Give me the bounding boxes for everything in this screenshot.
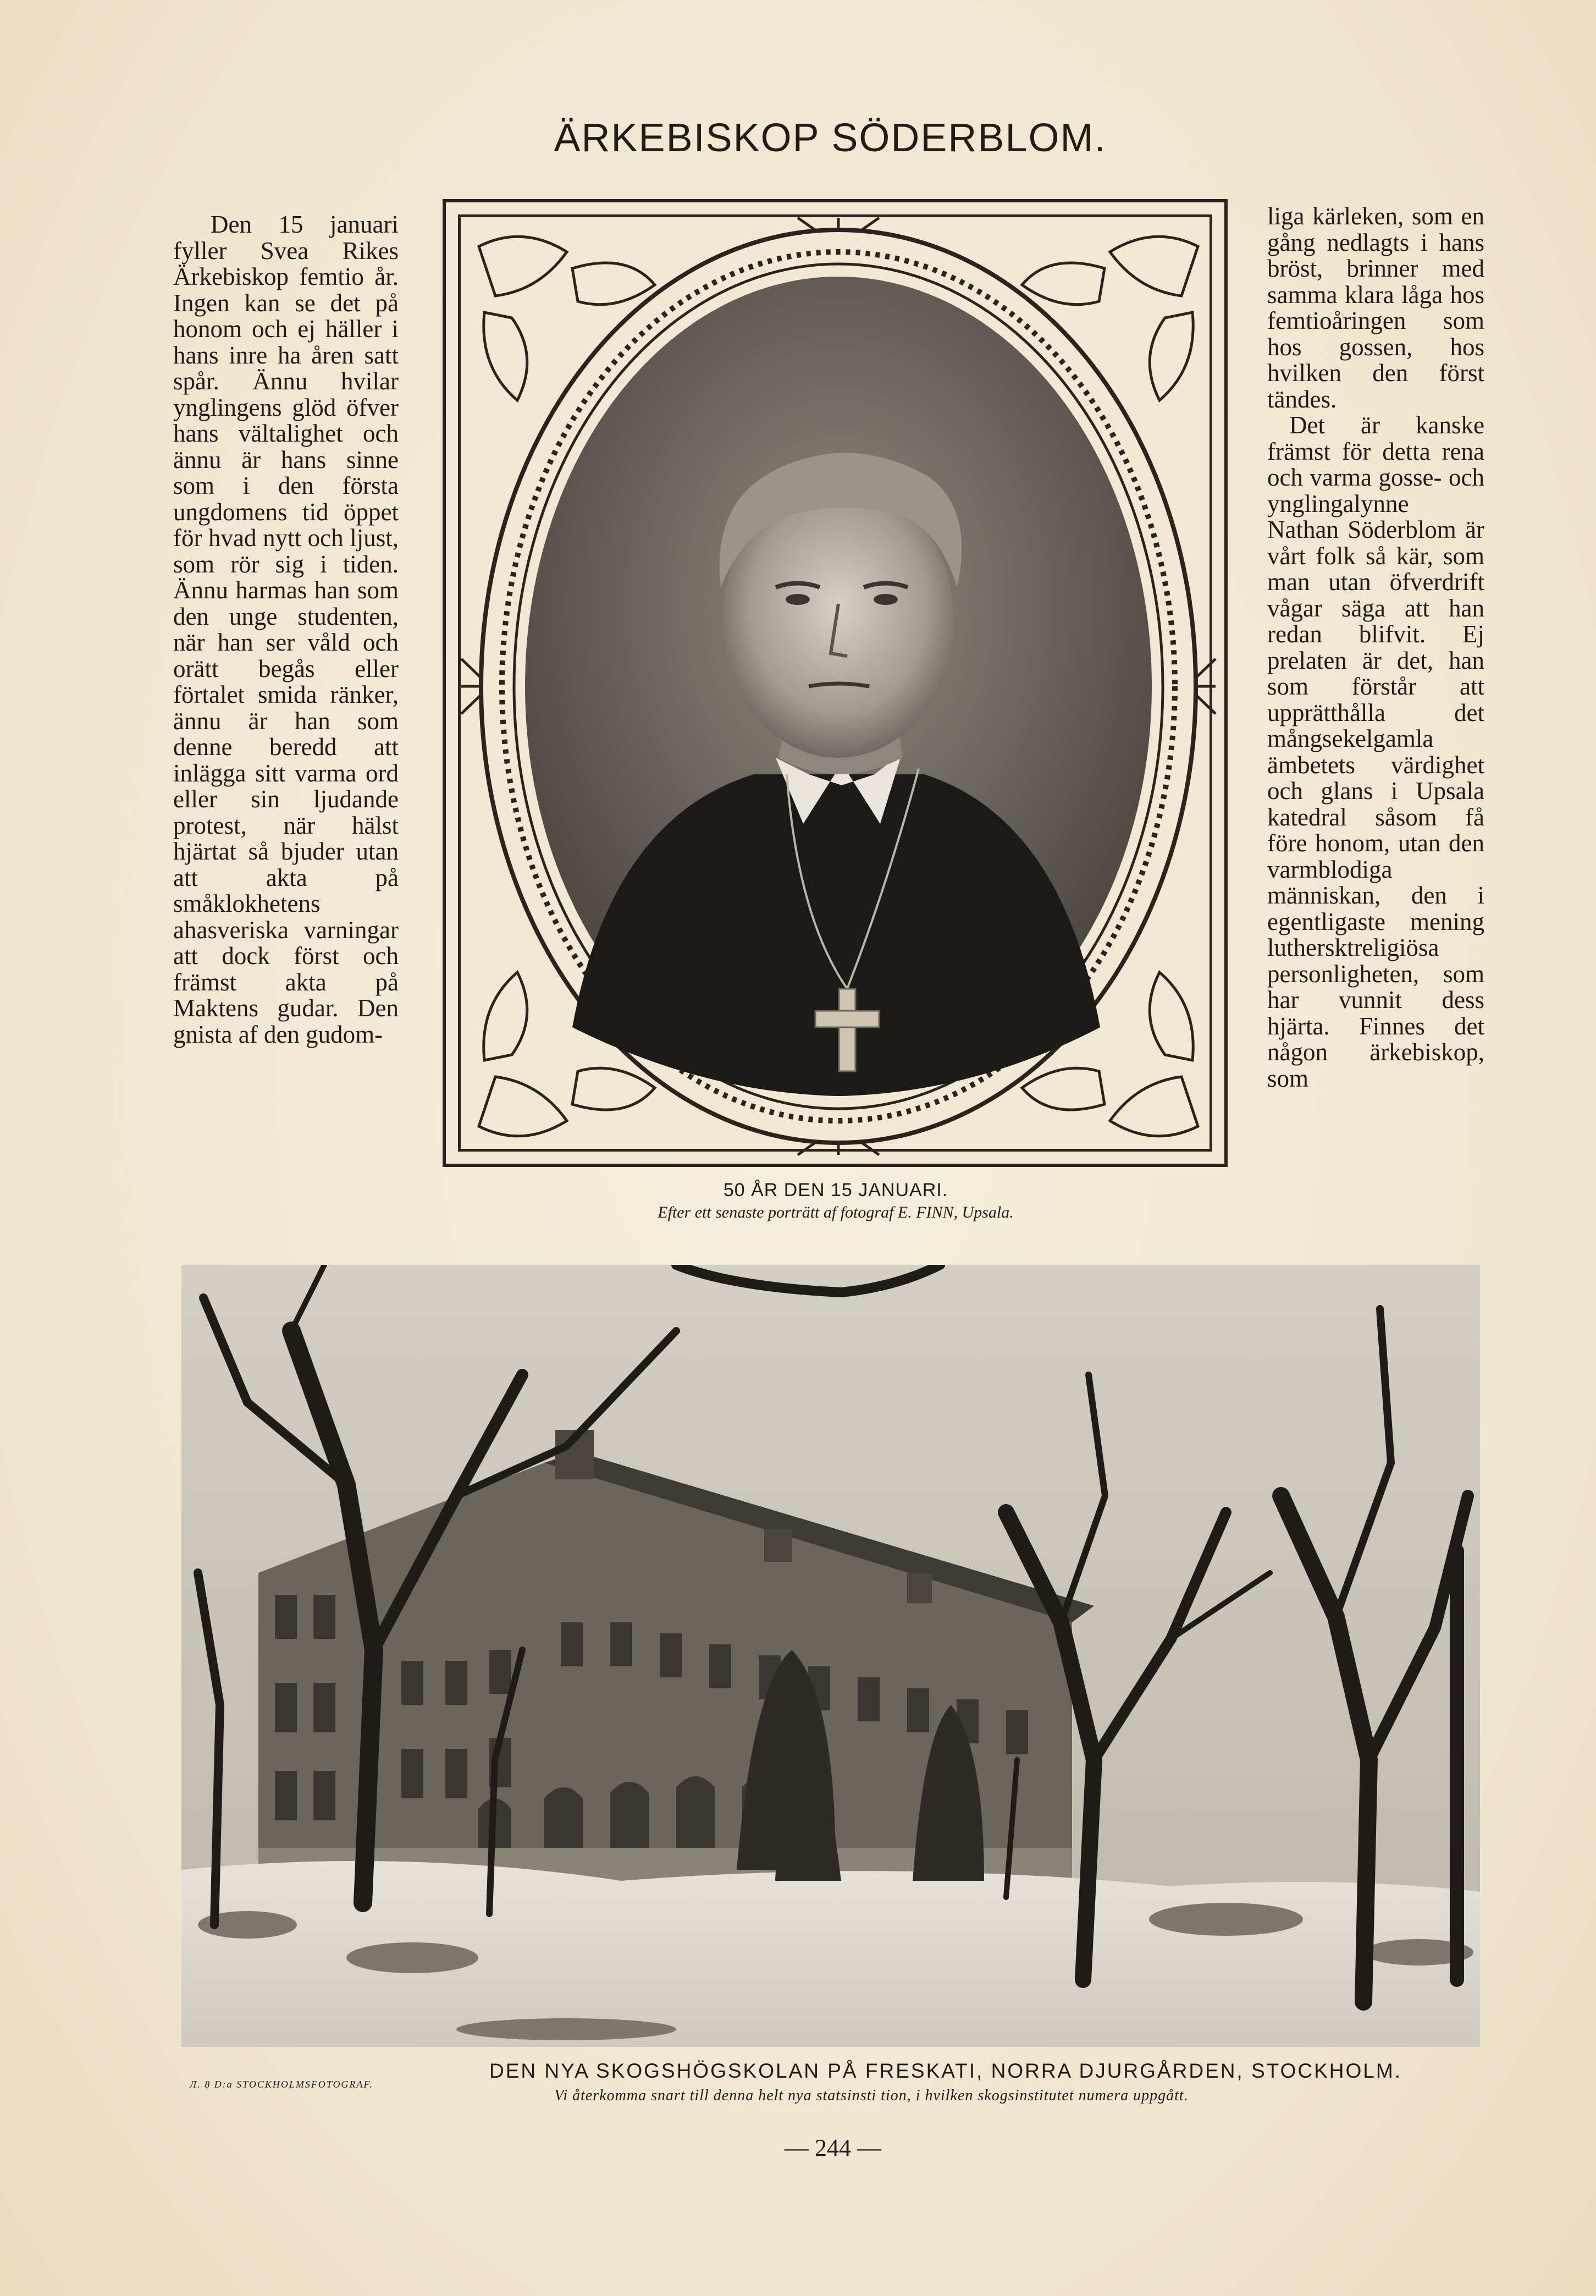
left-column-paragraph: Den 15 januari fyller Svea Rikes Ärkebiskop femtio år. Ingen kan se det på honom och ej häller i hans inre ha åren satt spår. Ännu hvilar ynglingens glöd öfver hans vältalighet och ännu är hans sinne som i den första ungdomens tid öppet för hvad nytt och ljust, som rör sig i tiden. Ännu harmas han som den unge studenten, när han ser våld och orätt begås eller förtalet smida ränker, ännu är han som denne beredd att inlägga sitt varma ord eller sin ljudande protest, när hälst hjärtat så bjuder utan att akta på småklokhetens ahasveriska varningar att dock först och främst akta på Maktens gudar. Den gnista af den gudom- [173, 211, 399, 1048]
left-text-column [173, 212, 399, 1048]
forestry-school-photo [181, 1265, 1480, 2047]
portrait-illustration [446, 202, 1231, 1170]
right-text-column [1267, 203, 1484, 1092]
photo-caption-title: DEN NYA SKOGSHÖGSKOLAN PÅ FRESKATI, NORRA DJURGÅRDEN, STOCKHOLM. [489, 2060, 1402, 2082]
right-column-paragraph: liga kärleken, som en gång nedlagts i hans bröst, brinner med samma klara låga hos femtioåringen som hos gossen, hos hvilken den först tändes. [1267, 202, 1484, 413]
photo-caption-note: Vi återkomma snart till denna helt nya statsinsti tion, i hvilken skogsinstitutet numera uppgått. [554, 2087, 1189, 2104]
portrait-caption-credit: Efter ett senaste porträtt af fotograf E. FINN, Upsala. [658, 1203, 1014, 1221]
article-headline: ÄRKEBISKOP SÖDERBLOM. [554, 116, 1107, 160]
building-photo-illustration [181, 1265, 1480, 2047]
portrait-caption-title: 50 ÅR DEN 15 JANUARI. [723, 1180, 948, 1201]
portrait-frame [443, 199, 1228, 1167]
right-column-paragraph: Det är kanske främst för detta rena och varma gosse- och ynglingalynne Nathan Söderblom är vårt folk så kär, som man utan öfverdrift vågar säga att han redan blifvit. Ej prelaten är det, han som förstår att upprätthålla det mångsekelgamla ämbetets värdighet och glans i Upsala katedral såsom få före honom, utan den varmblodiga människan, den i egentligaste mening luthersktreligiösa personligheten, som har vunnit dess hjärta. Finnes det någon ärkebiskop, som [1267, 411, 1484, 1092]
photographer-credit: Л. 8 D:a STOCKHOLMSFOTOGRAF. [190, 2079, 373, 2090]
page-number: — 244 — [785, 2134, 881, 2161]
